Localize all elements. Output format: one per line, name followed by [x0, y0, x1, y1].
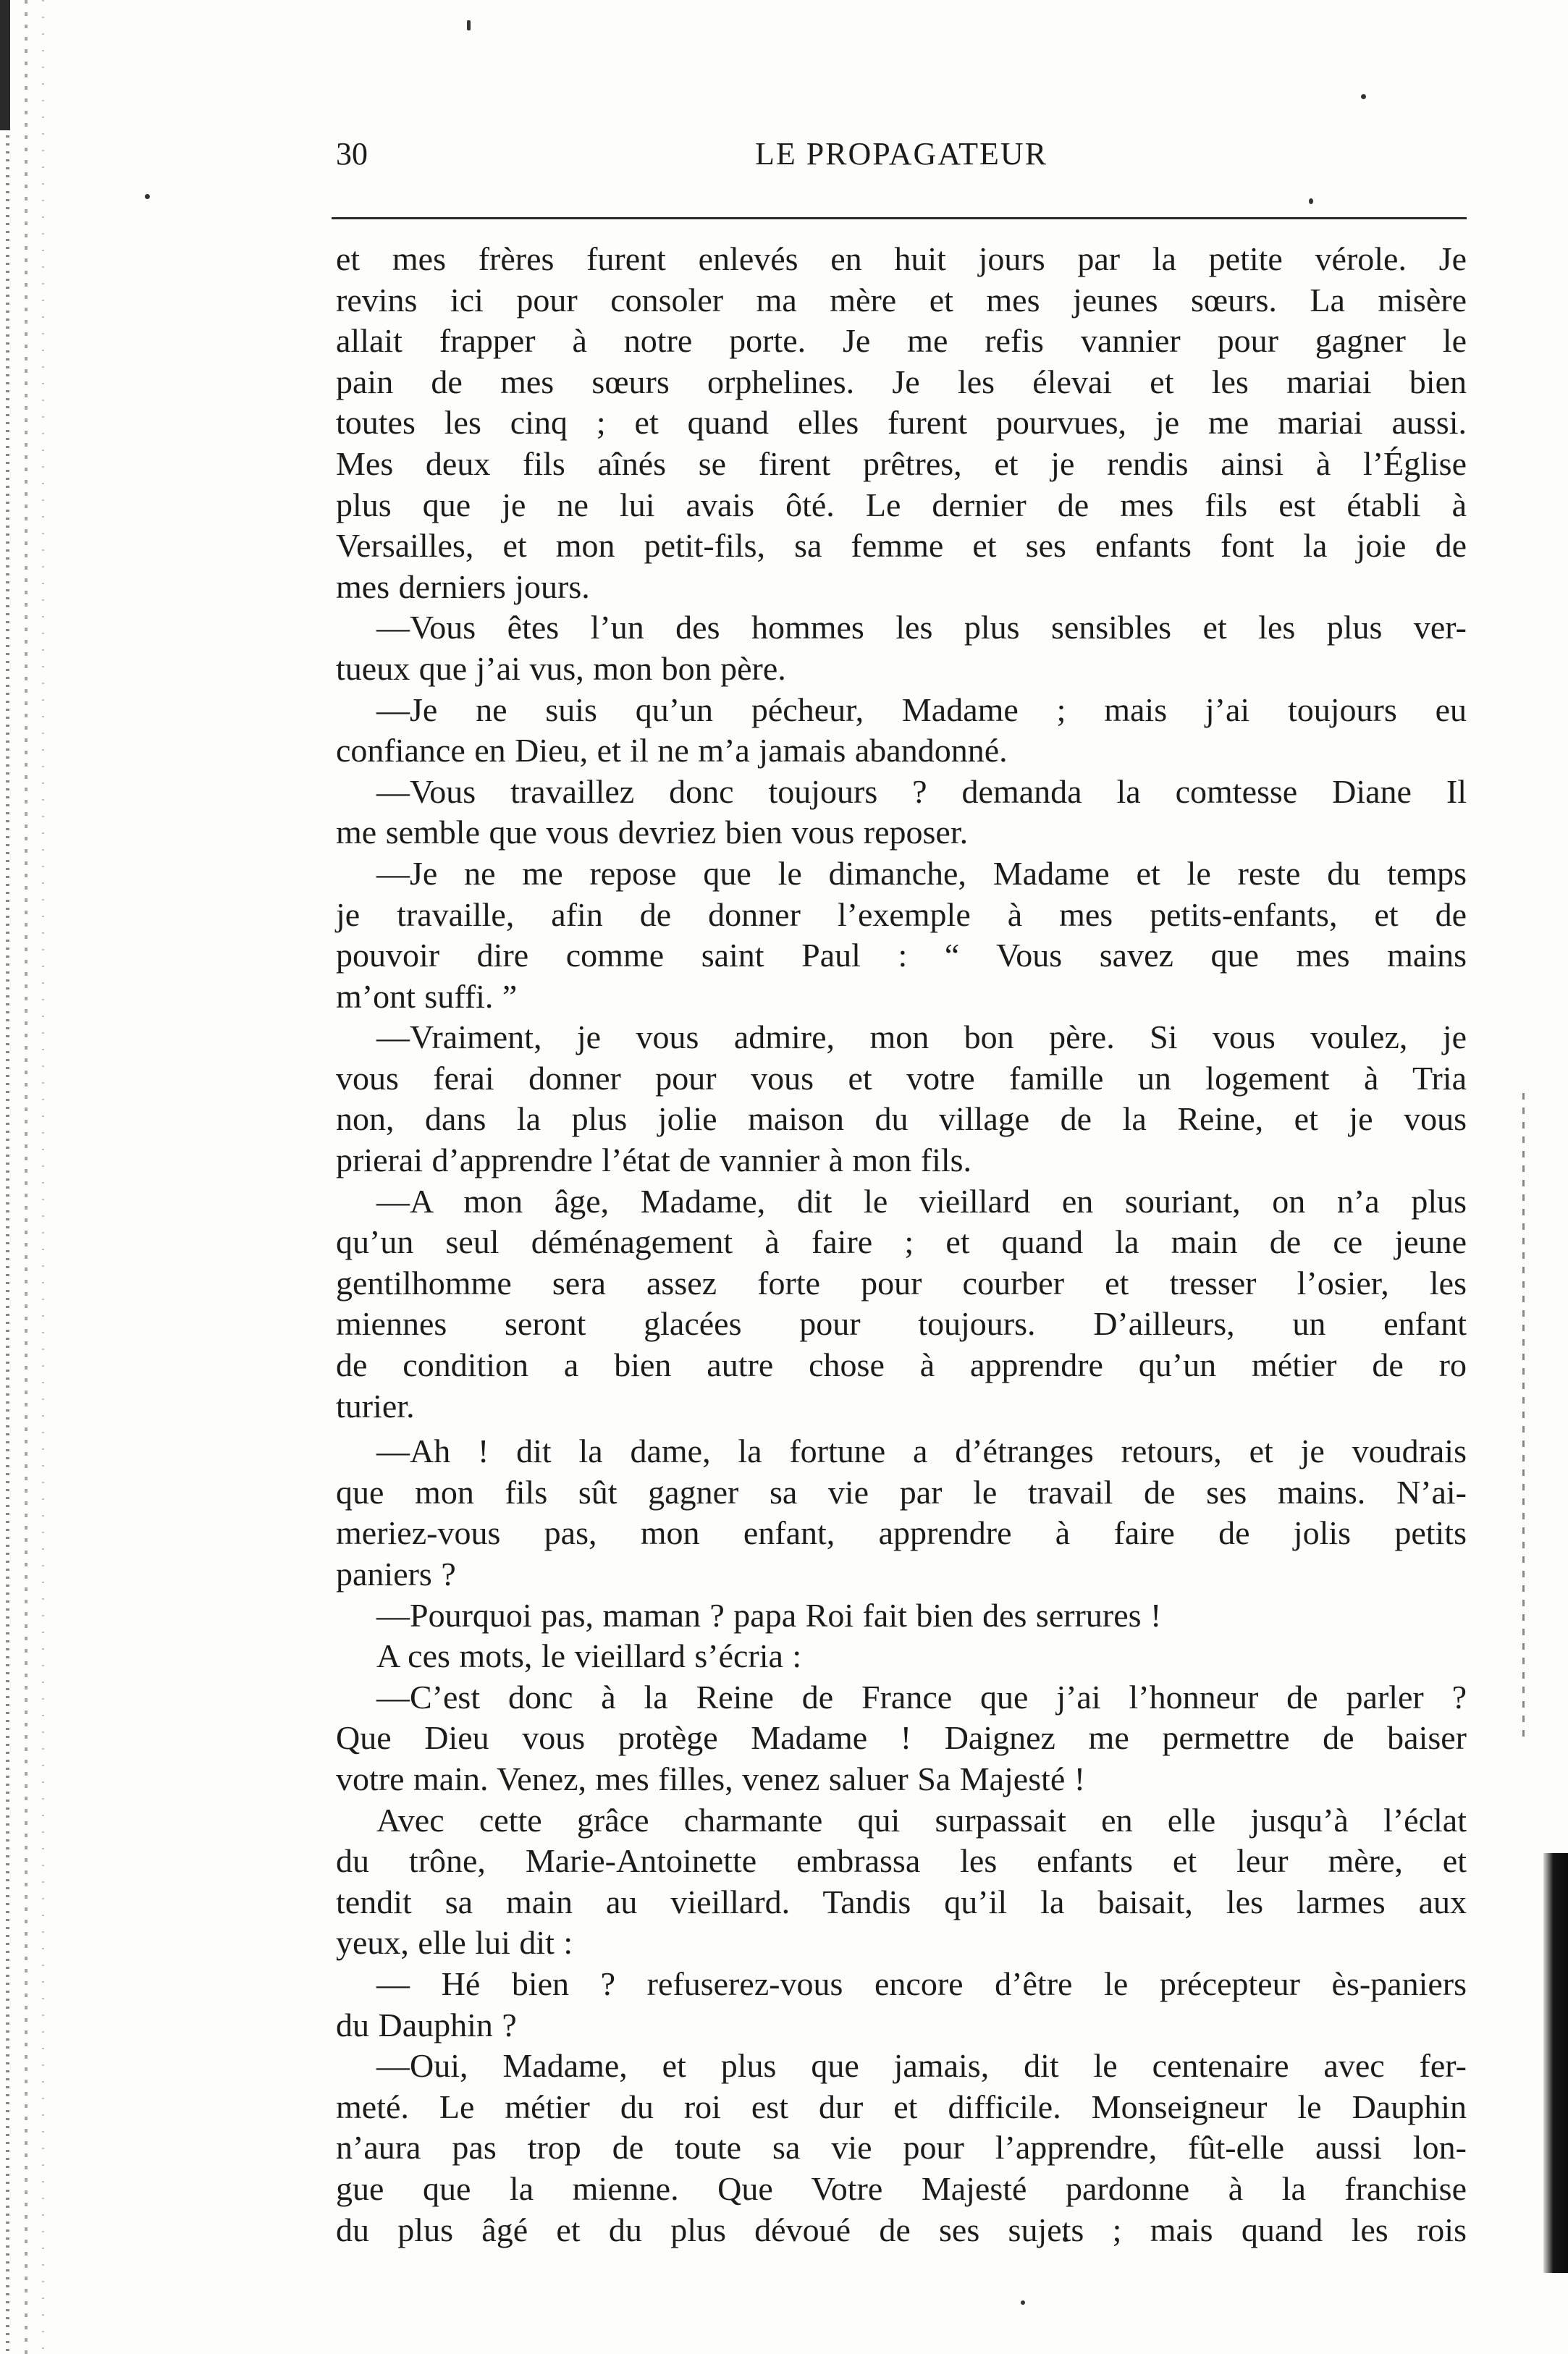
text-line: prierai d’apprendre l’état de vannier à mon fils. — [336, 1142, 972, 1179]
running-head — [336, 132, 1467, 176]
text-line: —C’est donc à la Reine de France que j’ai l’honneur de parler ? — [376, 1678, 1467, 1716]
ink-speck — [1361, 94, 1366, 99]
text-line: Mes deux fils aînés se firent prêtres, et je rendis ainsi à l’Église — [336, 444, 1467, 482]
right-shadow-edge — [1543, 1853, 1568, 2273]
text-line: de condition a bien autre chose à apprendre qu’un métier de ro — [336, 1346, 1467, 1384]
text-line: pouvoir dire comme saint Paul : “ Vous savez que mes mains — [336, 937, 1467, 974]
text-line: pain de mes sœurs orphelines. Je les élevai et les mariai bien — [336, 363, 1467, 400]
text-line: Versailles, et mon petit-fils, sa femme et ses enfants font la joie de — [336, 527, 1467, 565]
left-binding-edge — [0, 0, 58, 2354]
text-line: Que Dieu vous protège Madame ! Daignez me permettre de baiser — [336, 1719, 1467, 1757]
text-line: turier. — [336, 1387, 415, 1425]
text-line: —Vraiment, je vous admire, mon bon père. Si vous voulez, je — [376, 1018, 1467, 1056]
text-line: revins ici pour consoler ma mère et mes jeunes sœurs. La misère — [336, 281, 1467, 318]
page-number: 30 — [336, 136, 368, 172]
text-line: allait frapper à notre porte. Je me refis vannier pour gagner le — [336, 322, 1467, 360]
text-line: meriez-vous pas, mon enfant, apprendre à faire de jolis petits — [336, 1514, 1467, 1552]
ink-speck — [1309, 198, 1313, 204]
text-line: mes derniers jours. — [336, 568, 590, 605]
text-line: —Pourquoi pas, maman ? papa Roi fait bien des serrures ! — [376, 1596, 1162, 1634]
text-line: —Vous êtes l’un des hommes les plus sensibles et les plus ver- — [376, 609, 1467, 646]
text-line: confiance en Dieu, et il ne m’a jamais abandonné. — [336, 732, 1008, 769]
text-line: —Je ne suis qu’un pécheur, Madame ; mais j’ai toujours eu — [376, 691, 1467, 728]
text-line: meté. Le métier du roi est dur et difficile. Monseigneur le Dauphin — [336, 2088, 1467, 2125]
text-line: —Vous travaillez donc toujours ? demanda la comtesse Diane Il — [376, 772, 1467, 810]
text-line: — Hé bien ? refuserez-vous encore d’être le précepteur ès-paniers — [376, 1965, 1467, 2002]
text-line: votre main. Venez, mes filles, venez saluer Sa Majesté ! — [336, 1760, 1086, 1797]
right-margin-mark — [1522, 1093, 1525, 1745]
text-line: n’aura pas trop de toute sa vie pour l’apprendre, fût-elle aussi lon- — [336, 2129, 1467, 2167]
running-title: LE PROPAGATEUR — [754, 136, 1048, 172]
text-line: Avec cette grâce charmante qui surpassait en elle jusqu’à l’éclat — [376, 1801, 1467, 1839]
text-line: yeux, elle lui dit : — [336, 1924, 573, 1962]
text-line: —Oui, Madame, et plus que jamais, dit le centenaire avec fer- — [376, 2047, 1467, 2085]
text-line: m’ont suffi. ” — [336, 977, 518, 1015]
body-text — [336, 239, 1467, 2250]
text-line: tueux que j’ai vus, mon bon père. — [336, 649, 786, 687]
text-line: miennes seront glacées pour toujours. D’ailleurs, un enfant — [336, 1305, 1467, 1343]
text-line: vous ferai donner pour vous et votre famille un logement à Tria — [336, 1059, 1467, 1097]
text-line: du trône, Marie-Antoinette embrassa les enfants et leur mère, et — [336, 1842, 1467, 1880]
ink-speck — [467, 20, 471, 30]
text-line: A ces mots, le vieillard s’écria : — [376, 1637, 802, 1675]
text-line: du plus âgé et du plus dévoué de ses sujets ; mais quand les rois — [336, 2211, 1467, 2248]
ink-speck — [1021, 2300, 1025, 2305]
header-rule — [332, 217, 1467, 219]
text-line: me semble que vous devriez bien vous reposer. — [336, 814, 969, 851]
ink-speck — [145, 194, 150, 199]
text-line: gentilhomme sera assez forte pour courber et tresser l’osier, les — [336, 1264, 1467, 1302]
text-line: —A mon âge, Madame, dit le vieillard en souriant, on n’a plus — [376, 1182, 1467, 1220]
text-line: gue que la mienne. Que Votre Majesté pardonne à la franchise — [336, 2169, 1467, 2207]
text-line: et mes frères furent enlevés en huit jours par la petite vérole. Je — [336, 240, 1467, 277]
text-line: —Ah ! dit la dame, la fortune a d’étranges retours, et je voudrais — [376, 1433, 1467, 1470]
text-line: toutes les cinq ; et quand elles furent pourvues, je me mariai aussi. — [336, 404, 1467, 442]
text-line: je travaille, afin de donner l’exemple à mes petits-enfants, et de — [336, 895, 1467, 933]
text-line: plus que je ne lui avais ôté. Le dernier de mes fils est établi à — [336, 486, 1467, 523]
text-line: —Je ne me repose que le dimanche, Madame et le reste du temps — [376, 854, 1467, 892]
text-line: non, dans la plus jolie maison du village de la Reine, et je vous — [336, 1100, 1467, 1138]
text-line: du Dauphin ? — [336, 2006, 517, 2043]
text-line: tendit sa main au vieillard. Tandis qu’il la baisait, les larmes aux — [336, 1883, 1467, 1920]
text-line: que mon fils sût gagner sa vie par le travail de ses mains. N’ai- — [336, 1473, 1467, 1511]
text-line: paniers ? — [336, 1556, 456, 1592]
text-line: qu’un seul déménagement à faire ; et quand la main de ce jeune — [336, 1223, 1467, 1261]
